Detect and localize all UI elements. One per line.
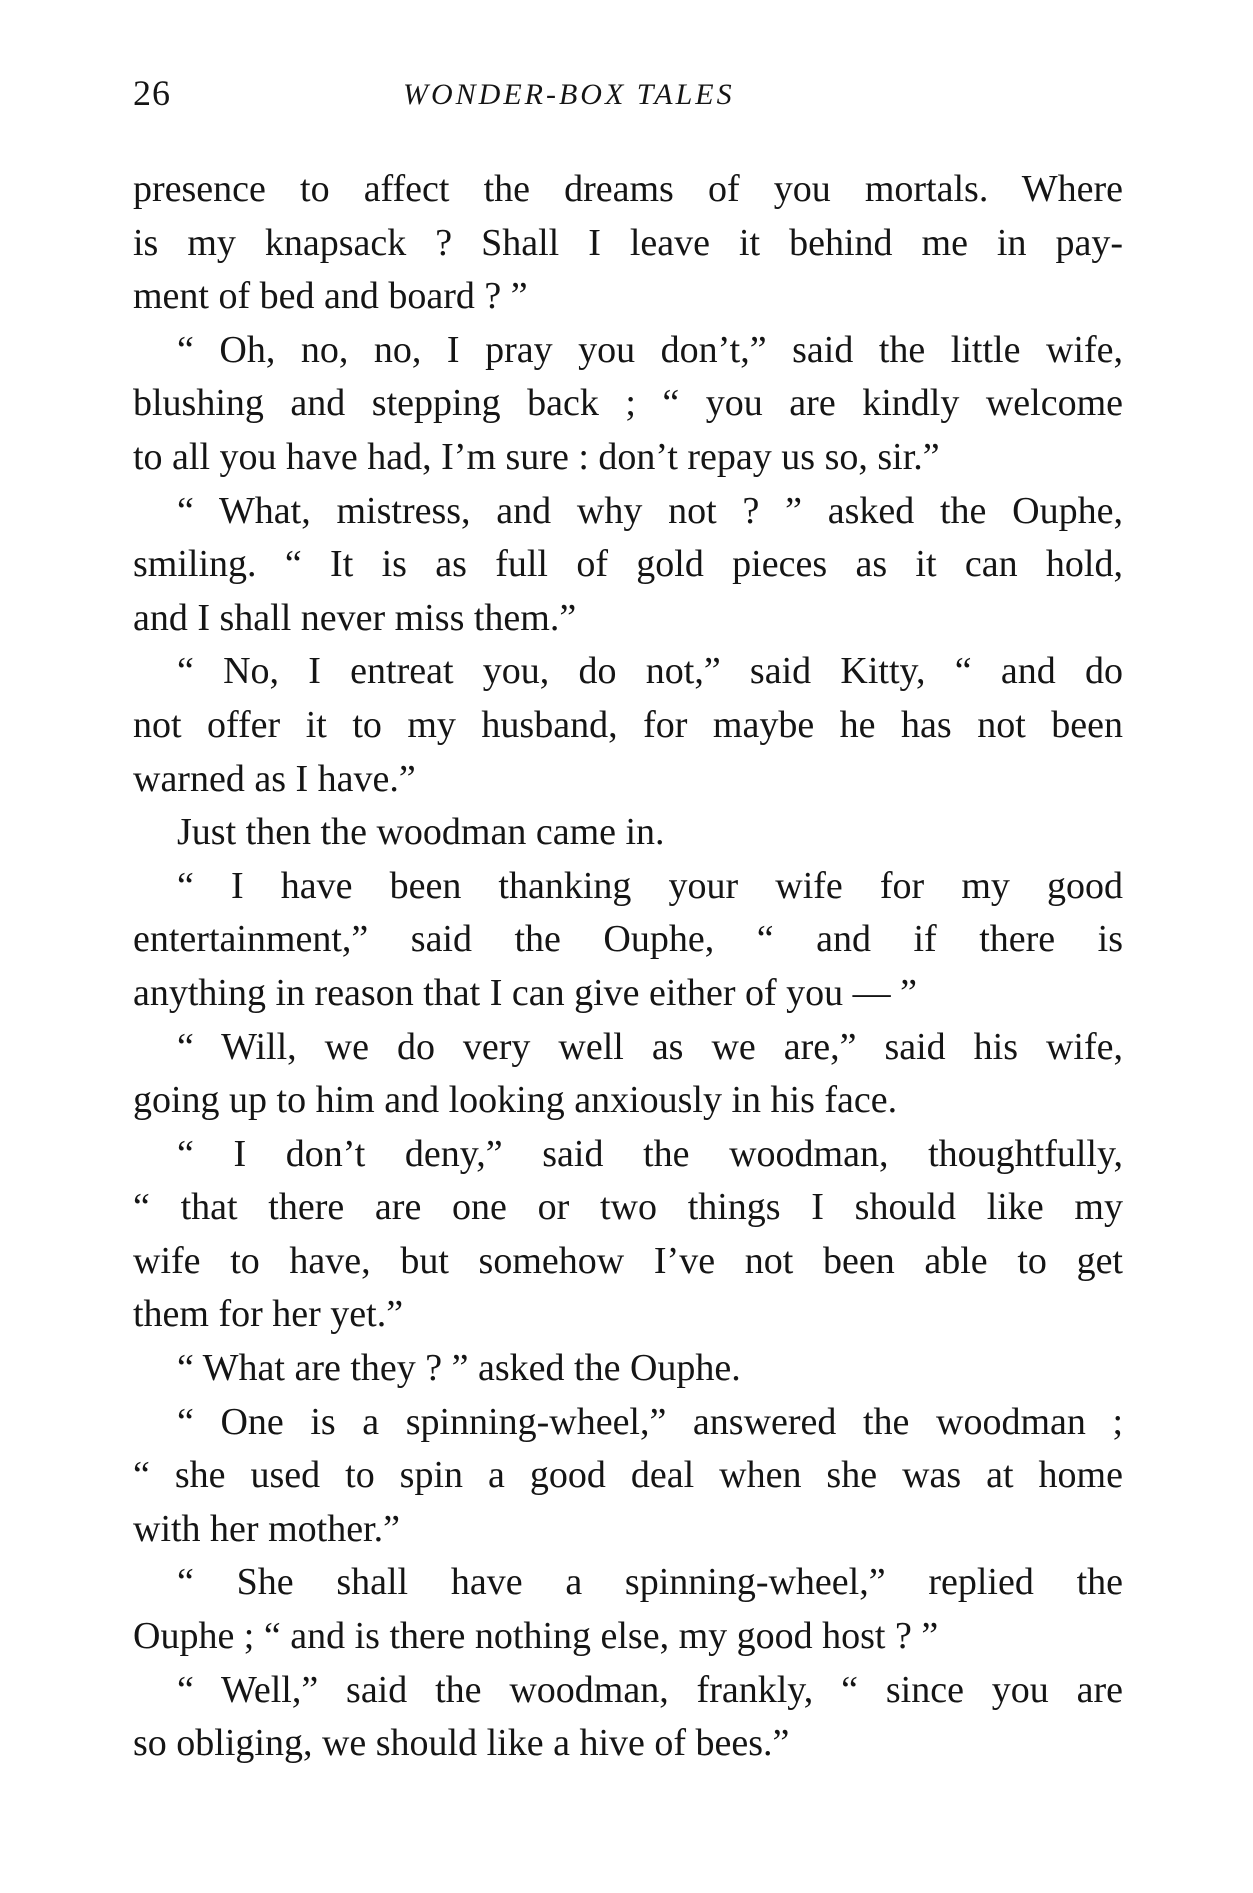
text-line: going up to him and looking anxiously in his face. [133,1079,898,1122]
running-title: WONDER-BOX TALES [403,78,735,111]
text-line: “ No, I entreat you, do not,” said Kitty, “ and do [177,650,1123,693]
running-head [133,72,1123,132]
text-line: “ I have been thanking your wife for my good [177,864,1123,907]
text-line: so obliging, we should like a hive of bees.” [133,1722,790,1765]
text-line: to all you have had, I’m sure : don’t repay us so, sir.” [133,435,940,478]
text-line: “ she used to spin a good deal when she was at home [133,1454,1123,1497]
text-line: Just then the woodman came in. [177,811,665,854]
text-line: anything in reason that I can give either of you — ” [133,971,918,1014]
text-line: “ What, mistress, and why not ? ” asked the Ouphe, [177,489,1123,532]
text-line: warned as I have.” [133,757,416,800]
text-line: and I shall never miss them.” [133,596,577,639]
text-line: smiling. “ It is as full of gold pieces as it can hold, [133,543,1123,586]
text-line: “ She shall have a spinning-wheel,” replied the [177,1561,1123,1604]
text-line: entertainment,” said the Ouphe, “ and if there is [133,918,1123,961]
text-line: “ that there are one or two things I should like my [133,1186,1123,1229]
text-line: “ I don’t deny,” said the woodman, thoughtfully, [177,1132,1123,1175]
text-line: “ One is a spinning-wheel,” answered the woodman ; [177,1400,1123,1443]
text-line: ment of bed and board ? ” [133,275,528,318]
text-line: presence to affect the dreams of you mortals. Where [133,168,1123,210]
text-line: “ Will, we do very well as we are,” said his wife, [177,1025,1123,1068]
text-line: wife to have, but somehow I’ve not been able to get [133,1239,1123,1282]
text-line: Ouphe ; “ and is there nothing else, my good host ? ” [133,1615,939,1658]
text-line: “ Well,” said the woodman, frankly, “ since you are [177,1668,1123,1711]
text-line: with her mother.” [133,1507,400,1550]
text-line: “ Oh, no, no, I pray you don’t,” said the little wife, [177,328,1123,371]
text-line: blushing and stepping back ; “ you are kindly welcome [133,382,1123,425]
text-line: them for her yet.” [133,1293,404,1336]
text-line: “ What are they ? ” asked the Ouphe. [177,1347,741,1390]
text-line: is my knapsack ? Shall I leave it behind me in pay- [133,221,1123,264]
page-number: 26 [133,73,171,113]
body-text [133,163,1123,1771]
text-line: not offer it to my husband, for maybe he has not been [133,703,1123,746]
